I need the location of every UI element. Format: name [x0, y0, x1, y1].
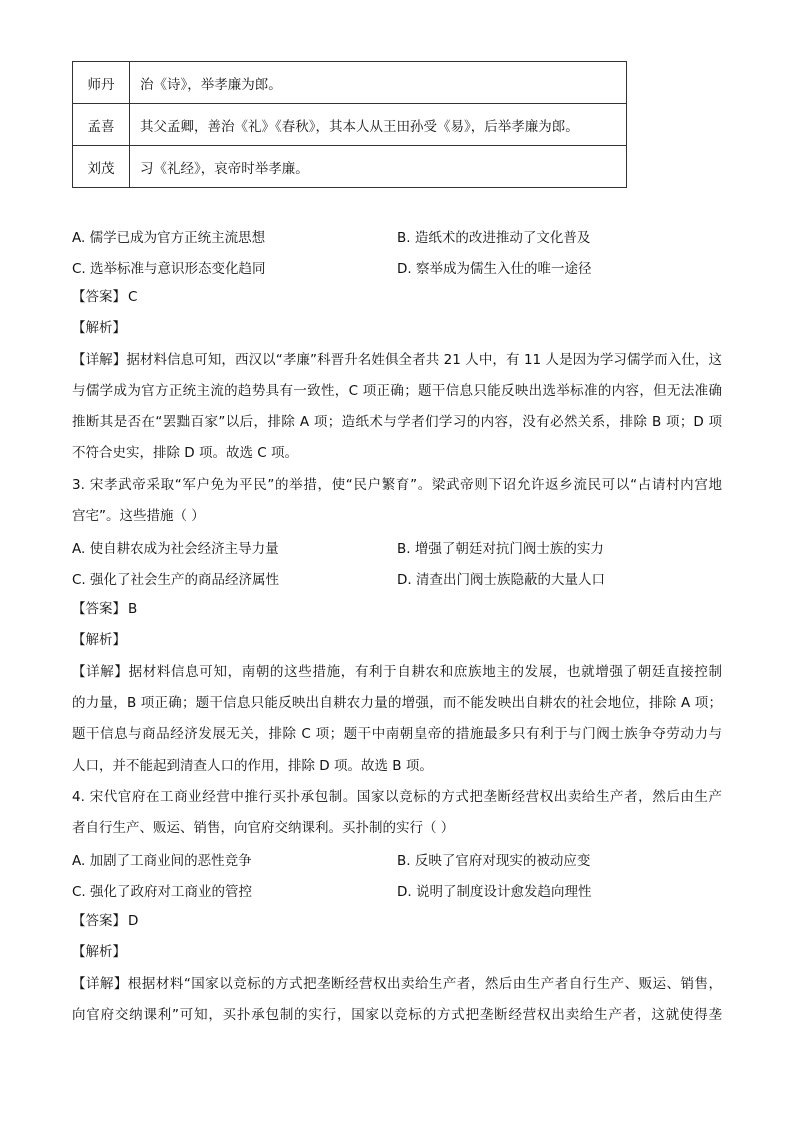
q3-analysis-label: 【解析】: [72, 632, 126, 648]
table-cell-desc: 习《礼经》，哀帝时举孝廉。: [130, 146, 627, 188]
q2-detail-line: 【详解】据材料信息可知，西汉以“孝廉”科晋升名姓俱全者共 21 人中，有 11 人是因为学习儒学而入仕，这: [72, 352, 722, 368]
q2-option-b: B. 造纸术的改进推动了文化普及: [397, 230, 591, 246]
q4-detail-line: 【详解】根据材料“国家以竞标的方式把垄断经营权出卖给生产者，然后由生产者自行生产、贩运、销售，: [72, 976, 722, 992]
answer-value: C: [128, 289, 138, 305]
q3-detail-line: 题干信息与商品经济发展无关，排除 C 项；题干中南朝皇帝的措施最多只有利于与门阀士族争夺劳动力与: [72, 726, 722, 742]
q3-option-c: C. 强化了社会生产的商品经济属性: [72, 572, 280, 588]
q2-analysis-label: 【解析】: [72, 320, 126, 336]
q4-answer: [72, 911, 138, 931]
q4-option-c: C. 强化了政府对工商业的管控: [72, 884, 253, 900]
q3-detail-line: 人口，并不能起到清查人口的作用，排除 D 项。故选 B 项。: [72, 758, 433, 774]
q2-detail-line: 推断其是否在“罢黜百家”以后，排除 A 项；造纸术与学者们学习的内容，没有必然关系，排除 B 项；D 项: [72, 414, 722, 430]
table-cell-desc: 治《诗》，举孝廉为郎。: [130, 62, 627, 104]
answer-label: 【答案】: [72, 913, 126, 929]
q4-option-d: D. 说明了制度设计愈发趋向理性: [397, 884, 592, 900]
table-cell-name: 刘茂: [73, 146, 130, 188]
q4-stem-line: 4. 宋代官府在工商业经营中推行买扑承包制。国家以竞标的方式把垄断经营权出卖给生产者，然后由生产: [72, 789, 722, 805]
q2-detail-line: 与儒学成为官方正统主流的趋势具有一致性，C 项正确；题干信息只能反映出选举标准的内容，但无法准确: [72, 383, 722, 399]
table-row: [73, 104, 627, 146]
q3-stem-line: 宫宅”。这些措施（ ）: [72, 508, 205, 524]
q3-option-d: D. 清查出门阀士族隐蔽的大量人口: [397, 572, 605, 588]
q4-analysis-label: 【解析】: [72, 944, 126, 960]
q2-option-c: C. 选举标准与意识形态变化趋同: [72, 261, 266, 277]
q2-option-a: A. 儒学已成为官方正统主流思想: [72, 230, 266, 246]
q3-option-b: B. 增强了朝廷对抗门阀士族的实力: [397, 541, 604, 557]
q4-option-b: B. 反映了官府对现实的被动应变: [397, 853, 591, 869]
q3-detail-line: 的力量，B 项正确；题干信息只能反映出自耕农力量的增强，而不能发映出自耕农的社会地位，排除 A 项；: [72, 695, 722, 711]
table-row: [73, 146, 627, 188]
answer-label: 【答案】: [72, 601, 126, 617]
q4-stem-line: 者自行生产、贩运、销售，向官府交纳课利。买扑制的实行（ ）: [72, 820, 455, 836]
exam-material-table: [72, 61, 627, 188]
q3-answer: [72, 599, 137, 619]
table-cell-name: 师丹: [73, 62, 130, 104]
answer-value: B: [128, 601, 138, 617]
q2-option-d: D. 察举成为儒生入仕的唯一途径: [397, 261, 592, 277]
q4-option-a: A. 加剧了工商业间的恶性竞争: [72, 853, 252, 869]
table-row: [73, 62, 627, 104]
q4-detail-line: 向官府交纳课利”可知，买扑承包制的实行，国家以竞标的方式把垄断经营权出卖给生产者，这就使得垄: [72, 1007, 722, 1023]
q3-option-a: A. 使自耕农成为社会经济主导力量: [72, 541, 279, 557]
answer-label: 【答案】: [72, 289, 126, 305]
table-cell-name: 孟喜: [73, 104, 130, 146]
q3-stem-line: 3. 宋孝武帝采取“军户免为平民”的举措，使“民户繁育”。梁武帝则下诏允许返乡流民可以“占请村内宫地: [72, 477, 722, 493]
q2-answer: [72, 287, 137, 307]
q2-detail-line: 不符合史实，排除 D 项。故选 C 项。: [72, 445, 298, 461]
q3-detail-line: 【详解】据材料信息可知，南朝的这些措施，有利于自耕农和庶族地主的发展，也就增强了朝廷直接控制: [72, 664, 722, 680]
answer-value: D: [128, 913, 139, 929]
table-cell-desc: 其父孟卿，善治《礼》《春秋》，其本人从王田孙受《易》，后举孝廉为郎。: [130, 104, 627, 146]
